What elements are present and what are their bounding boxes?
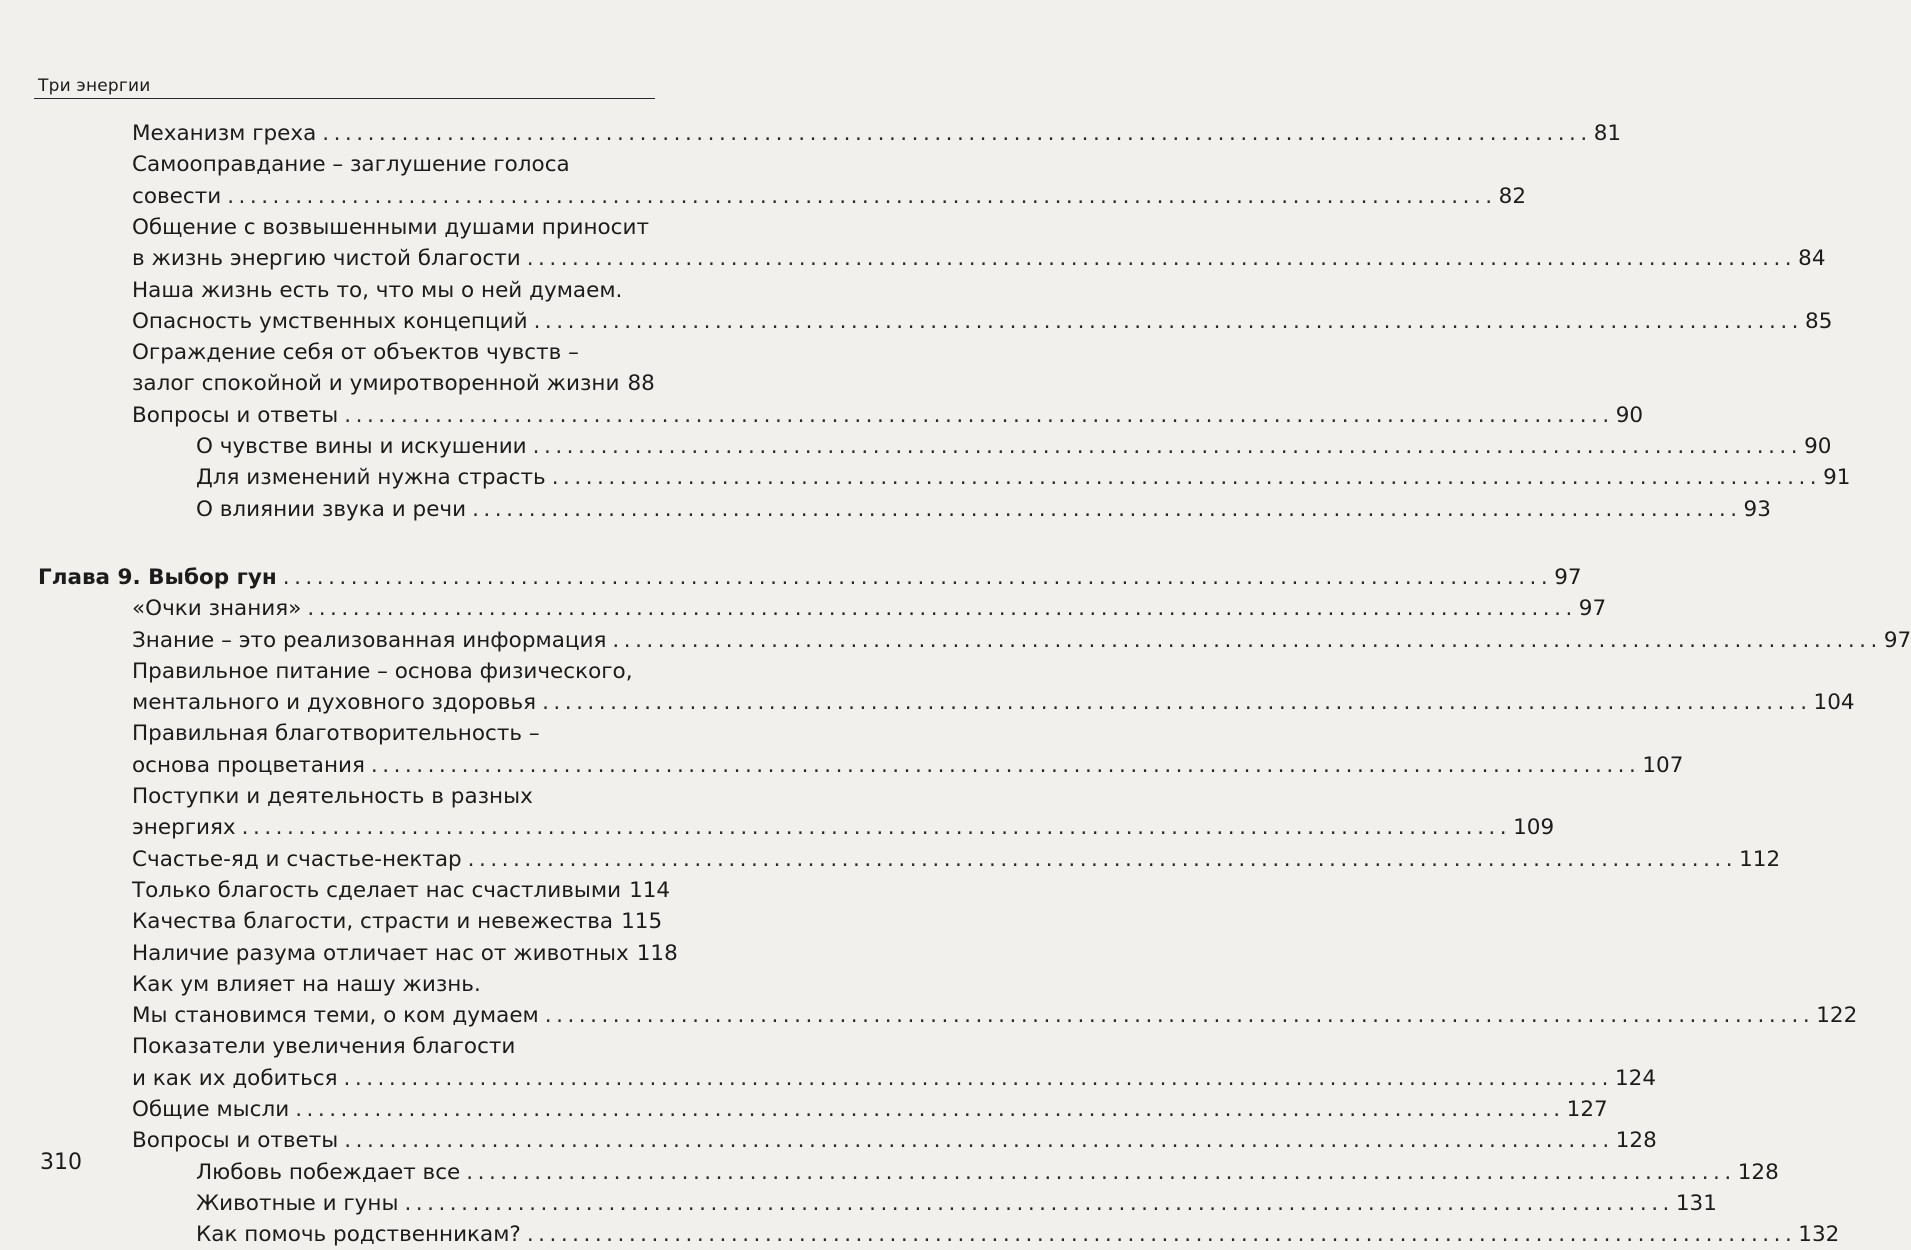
- toc-page-number: 132: [1798, 1222, 1840, 1248]
- page-number: 310: [40, 1150, 82, 1175]
- toc-entry-title: Животные и гуны: [196, 1190, 399, 1216]
- toc-entry-title: Самооправдание – заглушение голоса: [132, 152, 570, 178]
- toc-subsection-entry: [0, 494, 1771, 525]
- toc-dot-leader: ................................................................................................................: [533, 308, 1804, 334]
- toc-entry-row: [38, 562, 1582, 593]
- toc-entry-title: Как ум влияет на нашу жизнь.: [132, 971, 481, 997]
- toc-page-number: 91: [1823, 465, 1851, 491]
- toc-page-number: 81: [1593, 121, 1622, 146]
- toc-page-number: 131: [1675, 1190, 1717, 1216]
- toc-page-number: 115: [621, 909, 663, 935]
- toc-entry-row: [132, 1031, 651, 1062]
- toc-entry: [0, 1000, 1858, 1031]
- toc-entry-row: [196, 462, 1851, 493]
- toc-entry-title: Глава 9. Выбор гун: [38, 564, 277, 590]
- toc-entry-row: [132, 906, 663, 937]
- toc-dot-leader: ................................................................................................................: [344, 1128, 1614, 1154]
- toc-entry-title: Ограждение себя от объектов чувств –: [132, 340, 579, 366]
- toc-entry: [0, 938, 689, 969]
- toc-entry: [0, 243, 1826, 274]
- toc-entry-row: [132, 750, 1684, 781]
- toc-entry-title: Общие мысли: [132, 1097, 290, 1122]
- toc-dot-leader: ................................................................................................................: [612, 627, 1882, 653]
- toc-entry-row: [132, 243, 1826, 274]
- toc-entry: [0, 781, 689, 812]
- toc-page-number: 124: [1614, 1065, 1657, 1091]
- toc-entry-title: Наличие разума отличает нас от животных: [132, 940, 629, 966]
- toc-entry-title: Счастье-яд и счастье-нектар: [132, 846, 462, 872]
- toc-page-number: 85: [1805, 308, 1833, 334]
- toc-entry-row: [132, 149, 651, 180]
- toc-entry: [0, 750, 1684, 781]
- toc-entry-row: [132, 625, 1911, 656]
- toc-page-number: 93: [1743, 496, 1771, 522]
- toc-page-number: 109: [1513, 815, 1555, 841]
- toc-entry-row: [132, 368, 655, 399]
- toc-entry-title: Правильная благотворительность –: [132, 721, 540, 747]
- toc-entry-row: [132, 718, 651, 749]
- toc-entry: [0, 1094, 1608, 1125]
- toc-dot-leader: ................................................................................................................: [404, 1190, 1674, 1216]
- toc-entry: [0, 812, 1555, 843]
- toc-entry-title: энергиях: [132, 815, 236, 841]
- toc-entry: [0, 181, 1526, 212]
- toc-entry-row: [196, 431, 1832, 462]
- toc-entry-row: [132, 306, 1833, 337]
- toc-entry-row: [132, 593, 1607, 624]
- toc-entry-row: [132, 275, 651, 306]
- toc-page-number: 122: [1816, 1003, 1858, 1029]
- toc-entry-title: Мы становимся теми, о ком думаем: [132, 1003, 539, 1029]
- toc-entry-row: [132, 875, 671, 906]
- toc-entry: [0, 118, 1622, 149]
- toc-page-number: 118: [636, 940, 678, 966]
- toc-entry: [0, 1031, 689, 1062]
- toc-dot-leader: ................................................................................................................: [532, 434, 1803, 459]
- toc-entry-title: Поступки и деятельность в разных: [132, 784, 533, 809]
- toc-entry-title: совести: [132, 183, 222, 209]
- toc-page-number: 128: [1737, 1159, 1779, 1185]
- toc-dot-leader: ................................................................................................................: [307, 596, 1577, 622]
- toc-dot-leader: ................................................................................................................: [467, 846, 1738, 872]
- toc-dot-leader: ................................................................................................................: [526, 246, 1797, 272]
- toc-entry: [0, 625, 1911, 656]
- toc-entry: [0, 306, 1833, 337]
- toc-entry: [0, 275, 689, 306]
- toc-entry-title: Общение с возвышенными душами приносит: [132, 214, 649, 240]
- toc-entry-row: [132, 969, 651, 1000]
- toc-entry-title: в жизнь энергию чистой благости: [132, 246, 521, 272]
- toc-page-number: 82: [1498, 183, 1526, 209]
- toc-entry-title: Любовь побеждает все: [196, 1159, 461, 1185]
- toc-entry-row: [132, 687, 1855, 718]
- toc-entry: [0, 593, 1607, 624]
- toc-entry: [0, 1125, 1657, 1156]
- toc-entry-row: [196, 1219, 1840, 1250]
- toc-page-number: 127: [1566, 1097, 1608, 1122]
- toc-page-number: 104: [1813, 690, 1855, 716]
- toc-entry-title: ментального и духовного здоровья: [132, 690, 537, 716]
- toc-entry: [0, 400, 1644, 431]
- toc-chapter-entry: [0, 562, 1582, 593]
- toc-page-number: 97: [1554, 564, 1582, 590]
- toc-entry: [0, 149, 689, 180]
- toc-dot-leader: ................................................................................................................: [472, 496, 1742, 522]
- toc-entry-row: [132, 118, 1622, 149]
- toc-entry-row: [132, 1063, 1657, 1094]
- toc-subsection-entry: [0, 1219, 1840, 1250]
- toc-entry: [0, 687, 1855, 718]
- toc-entry-row: [132, 1000, 1858, 1031]
- toc-entry-row: [132, 656, 651, 687]
- toc-entry: [0, 1063, 1657, 1094]
- toc-entry-row: [196, 494, 1771, 525]
- toc-page-number: 88: [627, 371, 655, 397]
- toc-dot-leader: ................................................................................................................: [322, 121, 1592, 146]
- toc-page-number: 97: [1578, 596, 1607, 622]
- toc-entry-title: Знание – это реализованная информация: [132, 627, 607, 653]
- toc-dot-leader: ................................................................................................................: [542, 690, 1812, 716]
- toc-dot-leader: ................................................................................................................: [282, 564, 1553, 590]
- toc-entry: [0, 718, 689, 749]
- toc-entry-row: [132, 212, 651, 243]
- toc-dot-leader: ................................................................................................................: [227, 183, 1497, 209]
- toc-dot-leader: ................................................................................................................: [526, 1222, 1797, 1248]
- toc-entry-title: Вопросы и ответы: [132, 402, 339, 428]
- toc-entry-title: Качества благости, страсти и невежества: [132, 909, 614, 935]
- toc-entry-title: О влиянии звука и речи: [196, 496, 467, 522]
- toc-entry: [0, 656, 689, 687]
- toc-entry: [0, 212, 689, 243]
- toc-entry-title: и как их добиться: [132, 1065, 338, 1091]
- toc-subsection-entry: [0, 462, 1851, 493]
- toc-entry-title: Наша жизнь есть то, что мы о ней думаем.: [132, 277, 623, 303]
- toc-subsection-entry: [0, 1188, 1717, 1219]
- toc-page-number: 90: [1804, 434, 1832, 459]
- toc-entry: [0, 875, 689, 906]
- toc-subsection-entry: [0, 431, 1832, 462]
- toc-page-number: 97: [1883, 627, 1911, 653]
- toc-entry-row: [132, 938, 678, 969]
- toc-page-number: 107: [1642, 752, 1684, 778]
- toc-entry-row: [132, 337, 651, 368]
- toc-entry-title: Правильное питание – основа физического,: [132, 658, 633, 684]
- toc-entry-row: [132, 844, 1781, 875]
- toc-dot-leader: ................................................................................................................: [344, 402, 1614, 428]
- toc-page-number: 112: [1739, 846, 1781, 872]
- toc-entry-row: [132, 1094, 1608, 1125]
- toc-entry: [0, 969, 689, 1000]
- toc-page-number: 84: [1798, 246, 1826, 272]
- toc-entry-row: [132, 1125, 1657, 1156]
- toc-entry: [0, 844, 1781, 875]
- toc-entry-row: [132, 812, 1555, 843]
- running-head: Три энергии: [38, 76, 151, 96]
- toc-entry-title: О чувстве вины и искушении: [196, 434, 527, 459]
- toc-entry-title: залог спокойной и умиротворенной жизни: [132, 371, 620, 397]
- toc-page-number: 128: [1615, 1128, 1657, 1154]
- toc-entry-row: [132, 781, 651, 812]
- toc-entry-row: [196, 1188, 1717, 1219]
- toc-entry-row: [196, 1157, 1779, 1188]
- toc-entry: [0, 337, 689, 368]
- toc-entry-row: [132, 181, 1526, 212]
- toc-dot-leader: ................................................................................................................: [551, 465, 1822, 491]
- toc-entry-title: основа процветания: [132, 752, 365, 778]
- toc-subsection-entry: [0, 1157, 1779, 1188]
- toc-dot-leader: ................................................................................................................: [241, 815, 1512, 841]
- toc-entry-title: «Очки знания»: [132, 596, 302, 622]
- toc-dot-leader: ................................................................................................................: [343, 1065, 1613, 1091]
- toc-page-number: 90: [1615, 402, 1644, 428]
- toc-entry: [0, 368, 689, 399]
- toc-dot-leader: ................................................................................................................: [295, 1097, 1565, 1122]
- toc-entry-title: Как помочь родственникам?: [196, 1222, 521, 1248]
- header-rule: [34, 98, 655, 99]
- toc-dot-leader: ................................................................................................................: [370, 752, 1641, 778]
- toc-dot-leader: ................................................................................................................: [466, 1159, 1736, 1185]
- toc-entry-title: Для изменений нужна страсть: [196, 465, 546, 491]
- toc-entry: [0, 906, 689, 937]
- toc-entry-row: [132, 400, 1644, 431]
- toc-entry-title: Механизм греха: [132, 121, 317, 146]
- toc-dot-leader: ................................................................................................................: [544, 1003, 1815, 1029]
- toc-entry-title: Вопросы и ответы: [132, 1128, 339, 1154]
- toc-page-number: 114: [629, 877, 671, 903]
- toc-entry-title: Опасность умственных концепций: [132, 308, 528, 334]
- toc-entry-title: Показатели увеличения благости: [132, 1034, 516, 1060]
- toc-entry-title: Только благость сделает нас счастливыми: [132, 877, 622, 903]
